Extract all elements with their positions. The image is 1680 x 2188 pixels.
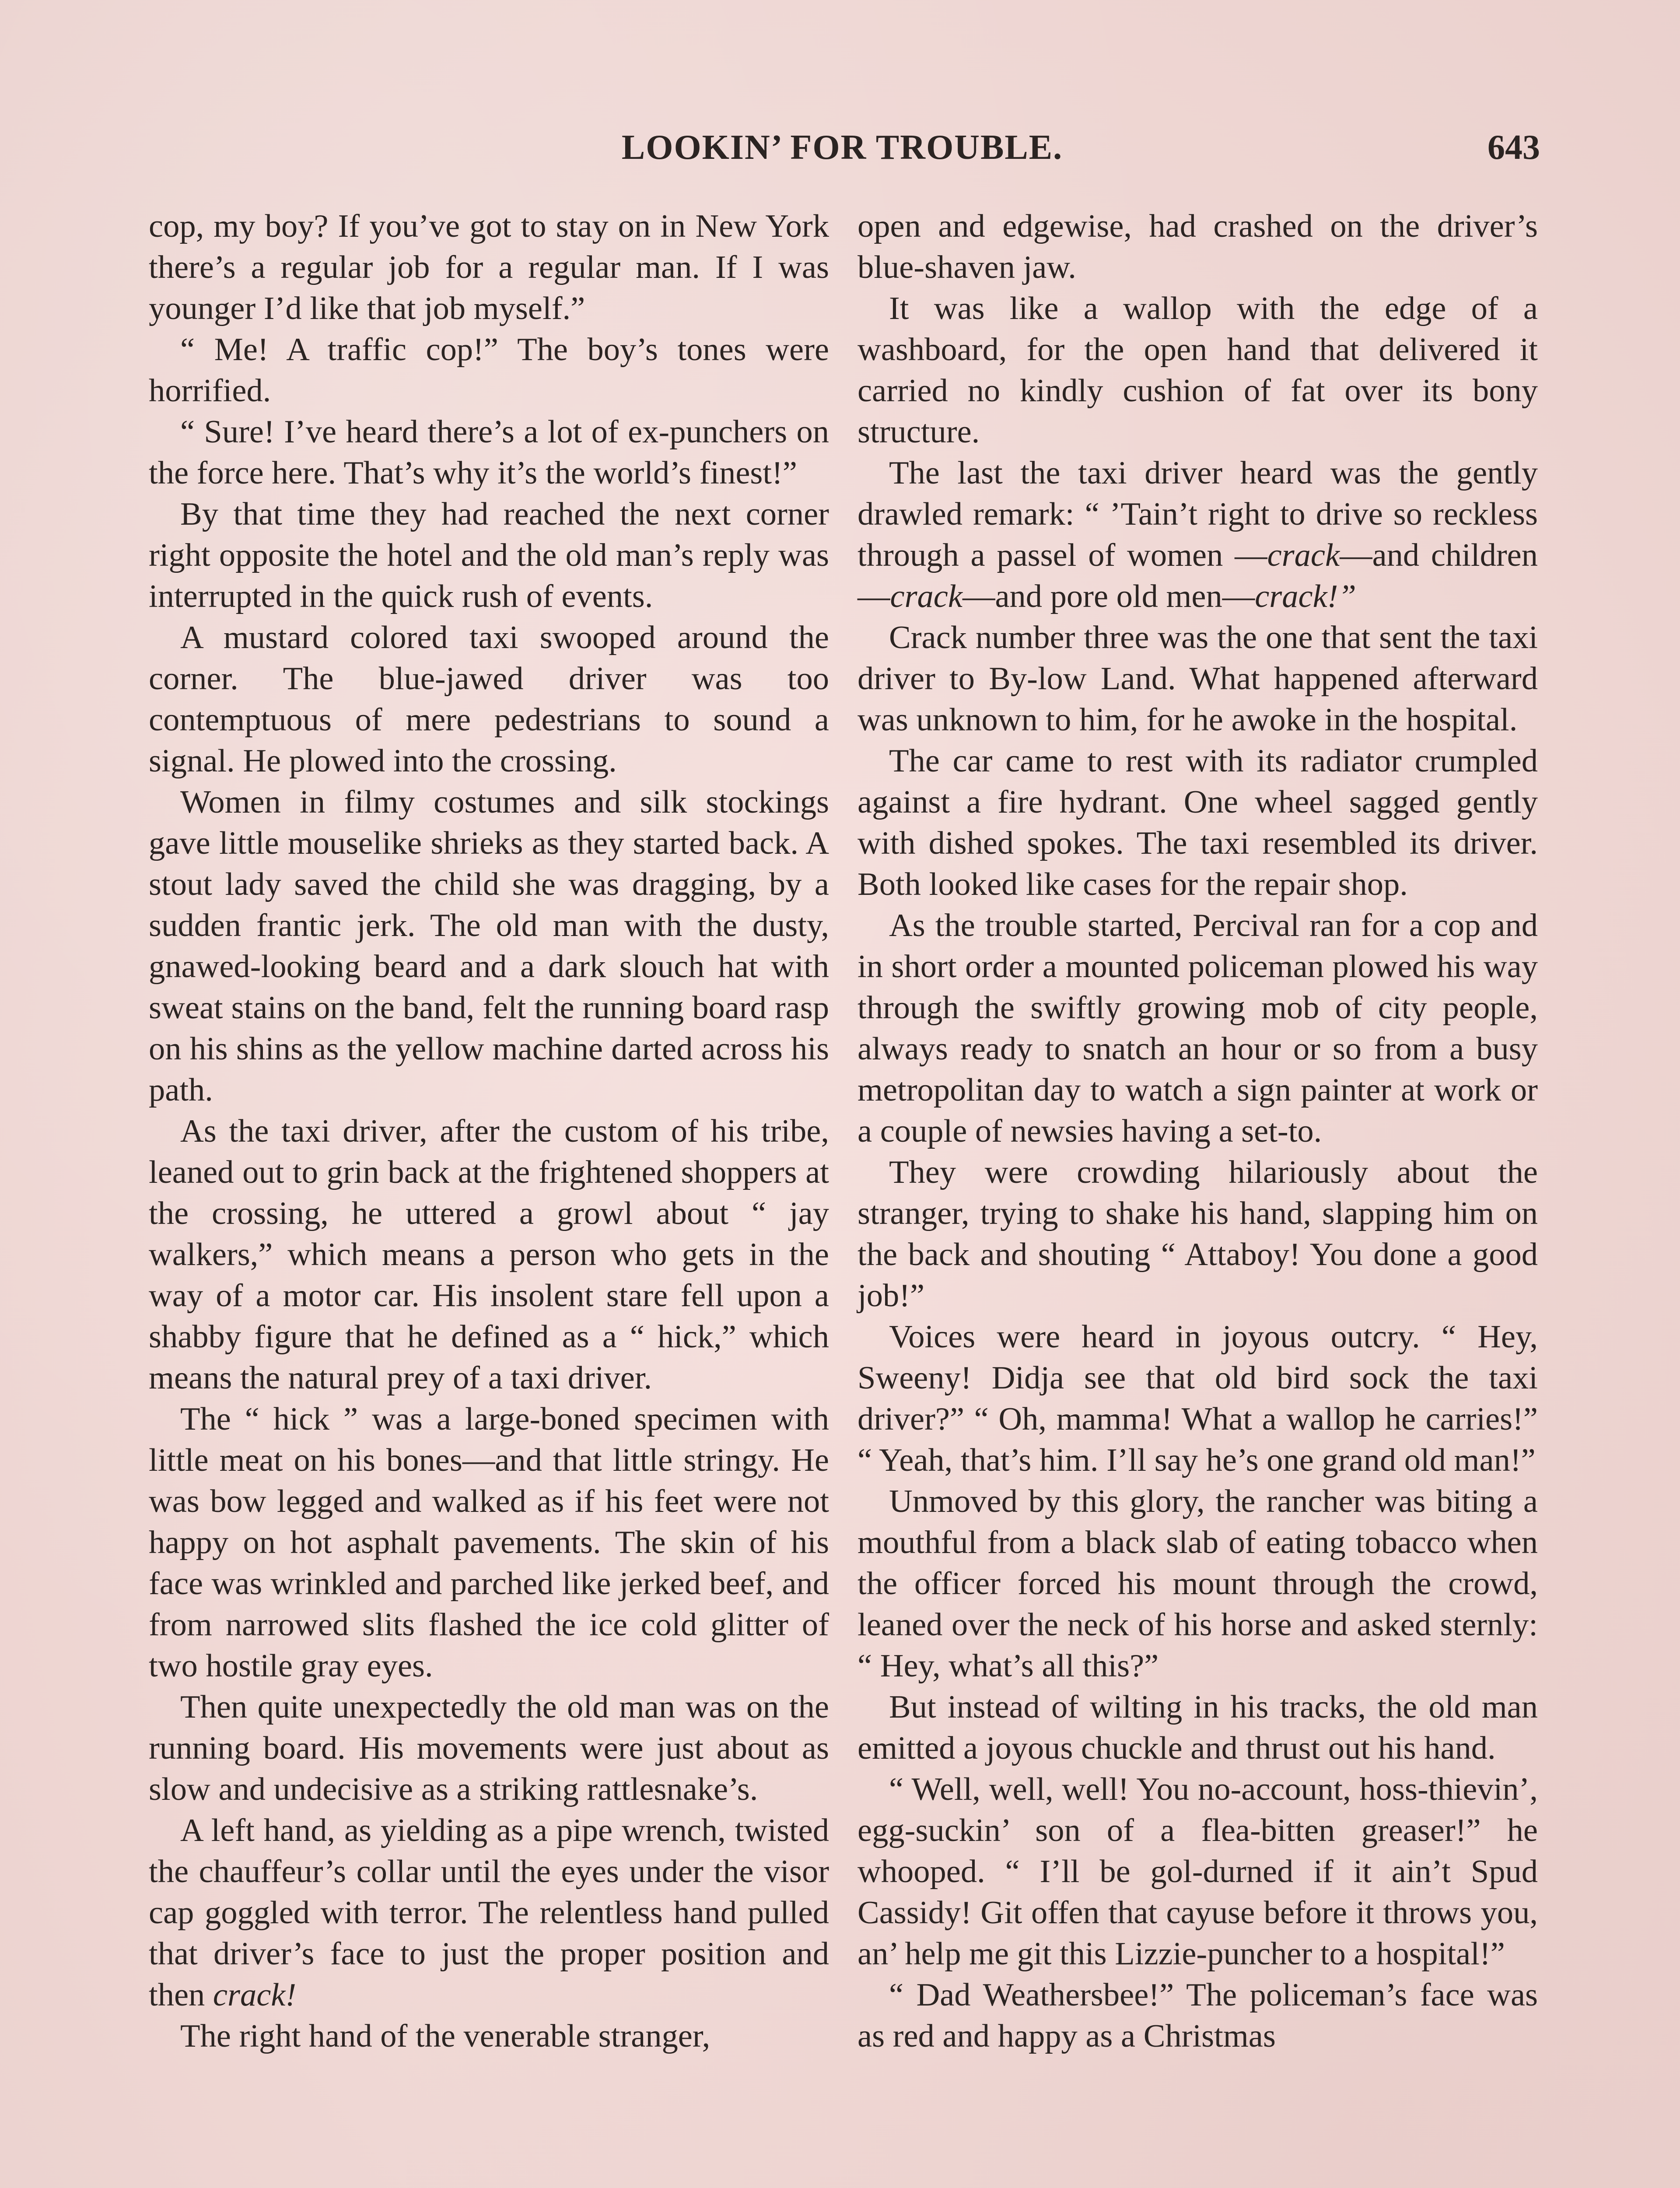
text-run: “ Sure! I’ve heard there’s a lot of ex-punchers on the force here. That’s why it’s the world’s finest!” <box>149 414 829 491</box>
text-run: Unmoved by this glory, the rancher was biting a mouthful from a black slab of eating tobacco when the officer forced his mount through the crowd, leaned over the neck of his horse and asked sternly: “ Hey, what’s all this?” <box>858 1483 1538 1684</box>
text-run: open and edgewise, had crashed on the driver’s blue-shaven jaw. <box>858 208 1538 285</box>
text-run: As the taxi driver, after the custom of his tribe, leaned out to grin back at the frightened shoppers at the crossing, he uttered a growl about “ jay walkers,” which means a person who gets in the way of a motor car. His insolent stare fell upon a shabby figure that he defined as a “ hick,” which means the natural prey of a taxi driver. <box>149 1113 829 1396</box>
text-run: The car came to rest with its radiator crumpled against a fire hydrant. One wheel sagged gently with dished spokes. The taxi resembled its driver. Both looked like cases for the repair shop. <box>858 743 1538 902</box>
text-run: They were crowding hilariously about the stranger, trying to shake his hand, slapping him on the back and shouting “ Attaboy! You done a good job!” <box>858 1154 1538 1314</box>
paragraph <box>149 1687 829 1810</box>
paragraph <box>858 740 1538 905</box>
italic-text: crack! <box>213 1977 297 2013</box>
text-run: The right hand of the venerable stranger, <box>180 2018 710 2054</box>
text-run: A left hand, as yielding as a pipe wrench, twisted the chauffeur’s collar until the eyes under the visor cap goggled with terror. The relentless hand pulled that driver’s face to just the proper position and then <box>149 1813 829 2013</box>
paragraph <box>149 1399 829 1687</box>
paragraph <box>858 1769 1538 1974</box>
right-text-column <box>858 206 1538 2057</box>
text-run: It was like a wallop with the edge of a washboard, for the open hand that delivered it carried no kindly cushion of fat over its bony structure. <box>858 291 1538 450</box>
text-run: cop, my boy? If you’ve got to stay on in New York there’s a regular job for a regular man. If I was younger I’d like that job myself.” <box>149 208 829 326</box>
text-run: Voices were heard in joyous outcry. “ Hey, Sweeny! Didja see that old bird sock the taxi driver?” “ Oh, mamma! What a wallop he carries!” “ Yeah, that’s him. I’ll say he’s one grand old man!” <box>858 1319 1538 1478</box>
italic-text: crack <box>1267 537 1340 573</box>
text-run: By that time they had reached the next corner right opposite the hotel and the old man’s reply was interrupted in the quick rush of events. <box>149 496 829 614</box>
text-run: Crack number three was the one that sent the taxi driver to By-low Land. What happened afterward was unknown to him, for he awoke in the hospital. <box>858 620 1538 738</box>
running-title: LOOKIN’ FOR TROUBLE. <box>621 128 1063 167</box>
paragraph <box>149 411 829 494</box>
italic-text: crack!” <box>1255 579 1356 614</box>
paragraph <box>858 206 1538 288</box>
page-number: 643 <box>1488 128 1540 167</box>
text-run: The “ hick ” was a large-boned specimen with little meat on his bones—and that little stringy. He was bow legged and walked as if his feet were not happy on hot asphalt pavements. The skin of his face was wrinkled and parched like jerked beef, and from narrowed slits flashed the ice cold glitter of two hostile gray eyes. <box>149 1401 829 1684</box>
paragraph <box>858 905 1538 1152</box>
paragraph <box>858 1481 1538 1687</box>
italic-text: crack <box>890 579 962 614</box>
text-run: Women in filmy costumes and silk stockings gave little mouselike shrieks as they started back. A stout lady saved the child she was dragging, by a sudden frantic jerk. The old man with the dusty, gnawed-looking beard and a dark slouch hat with sweat stains on the band, felt the running board rasp on his shins as the yellow machine darted across his path. <box>149 784 829 1108</box>
paragraph <box>149 617 829 782</box>
text-run: But instead of wilting in his tracks, the old man emitted a joyous chuckle and thrust out his hand. <box>858 1689 1538 1766</box>
left-text-column <box>149 206 829 2057</box>
paragraph <box>858 1316 1538 1481</box>
text-run: A mustard colored taxi swooped around the corner. The blue-jawed driver was too contemptuous of mere pedestrians to sound a signal. He plowed into the crossing. <box>149 620 829 779</box>
text-run: The last the taxi driver heard was the gently drawled remark: “ ’Tain’t right to drive so reckless through a passel of women — <box>858 455 1538 573</box>
text-run: As the trouble started, Percival ran for a cop and in short order a mounted policeman plowed his way through the swiftly growing mob of city people, always ready to snatch an hour or so from a busy metropolitan day to watch a sign painter at work or a couple of newsies having a set-to. <box>858 908 1538 1149</box>
paragraph <box>149 782 829 1111</box>
paragraph <box>149 1111 829 1399</box>
paragraph <box>149 329 829 411</box>
text-run: —and children— <box>858 537 1538 614</box>
paragraph <box>149 494 829 617</box>
text-run: —and pore old men— <box>962 579 1255 614</box>
text-run: Then quite unexpectedly the old man was on the running board. His movements were just about as slow and undecisive as a striking rattlesnake’s. <box>149 1689 829 1807</box>
paragraph <box>149 1810 829 2016</box>
paragraph <box>149 2016 829 2057</box>
text-run: “ Well, well, well! You no-account, hoss-thievin’, egg-suckin’ son of a flea-bitten greaser!” he whooped. “ I’ll be gol-durned if it ain’t Spud Cassidy! Git offen that cayuse before it throws you, an’ help me git this Lizzie-puncher to a hospital!” <box>858 1771 1538 1972</box>
paragraph <box>858 1974 1538 2057</box>
paragraph <box>858 452 1538 617</box>
paragraph <box>149 206 829 329</box>
paragraph <box>858 288 1538 452</box>
page-header <box>144 128 1540 176</box>
text-run: “ Me! A traffic cop!” The boy’s tones were horrified. <box>149 332 829 409</box>
text-run: “ Dad Weathersbee!” The policeman’s face was as red and happy as a Christmas <box>858 1977 1538 2054</box>
paragraph <box>858 617 1538 740</box>
paragraph <box>858 1687 1538 1769</box>
paragraph <box>858 1152 1538 1316</box>
